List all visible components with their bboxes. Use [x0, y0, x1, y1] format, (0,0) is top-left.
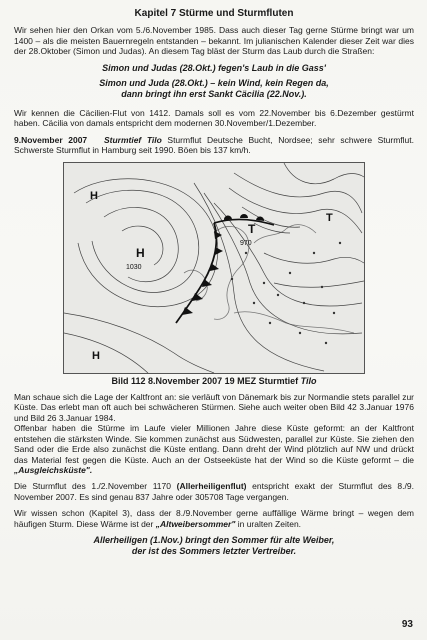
- proverb-allerheiligen-line2: der ist des Sommers letzter Vertreiber.: [131, 545, 297, 556]
- ausgleichskuste: „Ausgleichsküste".: [14, 464, 93, 475]
- tilo-description: Sturmflut Deutsche Bucht, Nordsee; sehr schwere Sturmflut. Schwerste Sturmflut in Hamburg seit 1990. Böen bis 137 km/h.: [14, 134, 415, 156]
- chapter-title: Kapitel 7 Stürme und Sturmfluten: [134, 8, 294, 19]
- allerheiligenflut-start: Die Sturmflut des 1./2.November 1170: [14, 481, 171, 492]
- paragraph-altweibersommer: [14, 508, 414, 529]
- proverb-cacilia: [14, 78, 414, 100]
- tilo-name: Sturmtief Tilo: [103, 134, 162, 145]
- allerheiligenflut-end: entspricht exakt der Sturmflut des 8./9. November 2007. Es sind genau 837 Jahre oder 305708 Tage vergangen.: [14, 481, 414, 502]
- map-high-center: H: [136, 245, 145, 260]
- proverb-simon-judas: Simon und Judas (28.Okt.) fegen's Laub in die Gass': [102, 62, 326, 73]
- figure-caption-name: Tilo: [300, 375, 317, 386]
- altweiber-end: in uralten Zeiten.: [237, 518, 302, 529]
- figure-caption: [14, 376, 414, 386]
- proverb-cacilia-line1: Simon und Juda (28.Okt.) – kein Wind, kein Regen da,: [99, 78, 329, 89]
- paragraph-cacilien-flut: Wir kennen die Cäcilien-Flut von 1412. Damals soll es vom 22.November bis 6.Dezember gestürmt haben. Cäcilia von damals entspricht dem modernen 30.November/1.Dezember.: [14, 108, 414, 129]
- paragraph-orkan: Wir sehen hier den Orkan vom 5./6.November 1985. Dass auch dieser Tag gerne Stürme bringt war um 1400 – als die meisten Bauernregeln entstanden – bekannt. Im julianischen Kalender dieser Zeit war dies der 28.Oktober (Simon und Judas). An diesem Tag bläst der Sturm das Laub durch die Straßen:: [14, 25, 414, 57]
- proverb-allerheiligen-line1: Allerheiligen (1.Nov.) bringt den Sommer für alte Weiber,: [93, 534, 335, 545]
- altweiber-start: Wir wissen schon (Kapitel 3), dass der 8./9.November gerne auffällige Wärme bringt – wegen dem häufigen Sturm. Diese Wärme ist der: [14, 508, 414, 529]
- allerheiligenflut-bold: (Allerheiligenflut): [176, 481, 247, 492]
- page-number: 93: [401, 619, 413, 630]
- paragraph-allerheiligenflut: [14, 481, 414, 502]
- map-high-bottom: H: [92, 349, 100, 362]
- map-high-center-value: 1030: [126, 263, 142, 271]
- weather-map-svg: [64, 163, 364, 373]
- text-column: [14, 9, 414, 557]
- figure-caption-text: Bild 112 8.November 2007 19 MEZ Sturmtief: [111, 375, 299, 386]
- altweiber-bold: „Altweibersommer": [155, 518, 236, 529]
- map-high-left: H: [90, 189, 98, 202]
- paragraph-kaltfront: Man schaue sich die Lage der Kaltfront an: sie verläuft von Dänemark bis zur Normandie stets parallel zur Küste. Das erlebt man oft auch bei schwächeren Stürmen. Siehe auch weiter oben Bild 42 3.Januar 1976 und Bild 26 3.Januar 1984.: [14, 392, 414, 423]
- kuste-text: Offenbar haben die Stürme im Laufe vieler Millionen Jahre diese Küste geformt: an der Kaltfront entstehen die stärksten Winde. Sie kommen zunächst aus Südwesten, parallel zur Küste. Sie ziehen den Sand oder die Erde also zunächst die Küste entlang. Dann dreht der Wind plötzlich auf NW und drückt das Material fest gegen die Küste. Auch an der Ostseeküste hat der Wind so die Küste geformt – die: [14, 423, 414, 465]
- proverb-cacilia-line2: dann bringt ihn erst Sankt Cäcilia (22.Nov.).: [121, 89, 307, 100]
- paragraph-tilo: [14, 135, 414, 156]
- tilo-date: 9.November 2007: [14, 134, 88, 145]
- weather-map: [63, 162, 365, 374]
- proverb-allerheiligen: [14, 535, 414, 557]
- map-low-right: T: [326, 211, 333, 224]
- map-low-tilo: T: [248, 221, 256, 236]
- map-low-tilo-value: 970: [240, 239, 252, 247]
- paragraph-kuste: [14, 423, 414, 475]
